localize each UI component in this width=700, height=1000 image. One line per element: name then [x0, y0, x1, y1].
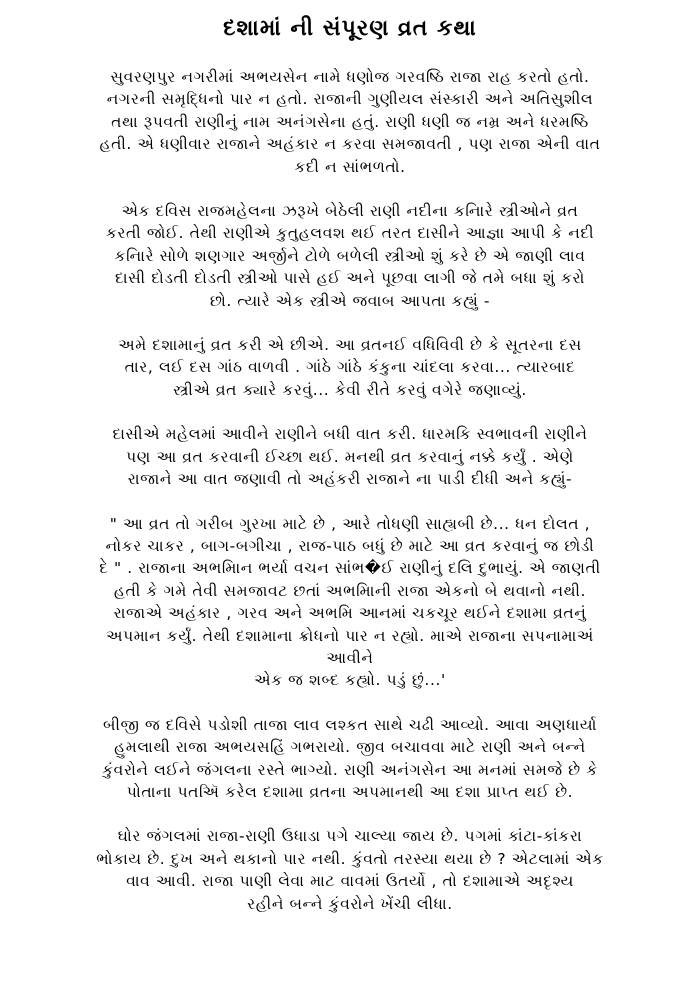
text-line: રહીને બન્ને કુંવરોને ખેંચી લીધા. — [247, 894, 453, 913]
paragraph-7 — [12, 825, 688, 915]
paragraph-1 — [12, 66, 688, 178]
paragraph-3 — [12, 334, 688, 401]
text-line: એક જ શબ્દ કહ્યો. પડું છું...' — [254, 671, 446, 690]
text-line: છો. ત્યારે એક સ્ત્રીએ જવાબ આપતા કહ્યું - — [209, 291, 491, 310]
text-line: સ્ત્રીએ વ્રત ક્યારે કરવું... કેવી રીતે કરવું વગેરે જણાવ્યું. — [173, 380, 527, 399]
text-line: તાર, લઈ દસ ગાંઠ વાળવી . ગાંઠે ગાંઠે કંકુના ચાંદલા કરવા... ત્યારબાદ — [124, 358, 576, 377]
text-line: વાવ આવી. રાજા પાણી લેવા માટ વાવમાં ઉતર્યો , તો દશામાએ અદૃશ્ય — [126, 872, 574, 891]
page-title: દશામાં ની સંપૂરણ વ્રત કથા — [223, 16, 477, 41]
text-line: અમે દશામાનું વ્રત કરી એ છીએ. આ વ્રતનઈ વધિવિવી છે કે સૂતરના દસ — [118, 336, 582, 355]
text-line: એક દવિસ રાજમહેલના ઝરૂખે બેઠેલી રાણી નદીના કનિારે સ્ત્રીઓને વ્રત — [121, 202, 579, 221]
text-line: કનિારે સોળે શણગાર અર્જીને ટોળે બળેલી સ્ત્રીઓ શું કરે છે એ જાણી લાવ — [114, 246, 586, 265]
text-line: દે " . રાજાના અભમિાન ભર્યા વચન સાંભ�ઈ રાણીનું દલિ દુભાયું. એ જાણતી — [99, 559, 601, 578]
text-line: બીજી જ દવિસે પડોશી તાજા લાવ લશ્કત સાથે ચઢી આવ્યો. આવા અણધાર્યા — [103, 715, 597, 734]
text-line: કુંવરોને લઈને જંગલના રસ્તે ભાગ્યો. રાણી અનંગસેન આ મનમાં સમજે છે કે — [102, 760, 598, 779]
text-line: કરતી જોઈ. તેથી રાણીએ કુતુહલવશ થઈ તરત દાસીને આજ્ઞા આપી કે નદી — [105, 224, 595, 243]
text-line: તથા રૂપવતી રાણીનું નામ અનંગસેના હતું. રાણી ધણી જ નમ્ર અને ધરમષ્ઠિ — [111, 112, 589, 131]
paragraph-4 — [12, 423, 688, 490]
text-line: રાજાએ અહંકાર , ગરવ અને અભમિ આનમાં ચકચૂર થઈને દશામા વ્રતનું — [113, 604, 587, 623]
text-line: હતી. એ ધણીવાર રાજાને અહંકાર ન કરવા સમજાવતી , પણ રાજા એની વાત — [99, 135, 601, 154]
paragraph-5 — [12, 513, 688, 692]
paragraph-2 — [12, 200, 688, 312]
text-line: દાસીએ મહેલમાં આવીને રાણીને બધી વાત કરી. ધારમકિ સ્વભાવની રાણીને — [112, 425, 588, 444]
text-line: ભોકાય છે. દુખ અને થકાનો પાર નથી. કુંવતો તરસ્યા થયા છે ? એટલામાં એક — [96, 849, 604, 868]
text-line: નગરની સમૃદ્ધિનો પાર ન હતો. રાજાની ગુણીયલ સંસ્કારી અને અતિસુશીલ — [106, 90, 594, 109]
text-line: આવીને — [326, 648, 374, 667]
text-line: કદી ન સાંભળતો. — [294, 157, 406, 176]
text-line: હતી કે ગમે તેવી સમજાવટ છતાં અભમિાની રાજા એકનો બે થવાનો નથી. — [113, 581, 587, 600]
text-line: રાજાને આ વાત જણાવી તો અહંકરી રાજાને ના પાડી દીધી અને કહ્યું- — [127, 470, 573, 489]
text-line: પોતાના પતઍિ કરેલ દશામા વ્રતના અપમાનથી આ દશા પ્રાપ્ત થઈ છે. — [126, 782, 574, 801]
text-line: દાસી દોડતી દોડતી સ્ત્રીઓ પાસે હઈ અને પૂછવા લાગી જે તમે બધા શું કરો — [115, 269, 585, 288]
paragraph-6 — [12, 714, 688, 804]
text-line: અપમાન કર્યું. તેથી દશામાના ક્રોધનો પાર ન રહ્યો. માએ રાજાના સપનામાઅં — [106, 626, 594, 645]
text-line: નોકર ચાકર , બાગ-બગીચા , રાજ-પાઠ બધું છે માટે આ વ્રત કરવાનું જ છોડી — [105, 536, 595, 555]
text-line: ઘોર જંગલમાં રાજા-રાણી ઉધાડા પગે ચાલ્યા જાય છે. પગમાં કાંટા-કાંકરા — [117, 827, 583, 846]
text-line: પણ આ વ્રત કરવાની ઈચ્છા થઈ. મનથી વ્રત કરવાનું નક્કે કર્યું . એણે — [126, 447, 574, 466]
text-line: " આ વ્રત તો ગરીબ ગુરખા માટે છે , આરે તોધણી સાહ્યબી છે... ધન દોલત , — [109, 514, 591, 533]
text-line: હુમલાથી રાજા અભયસહિં ગભરાયો. જીવ બચાવવા માટે રાણી અને બન્ને — [114, 738, 586, 757]
text-line: સુવરણપુર નગરીમાં અભયસેન નામે ધણોજ ગરવષ્ઠિ રાજા રાહ કરતો હતો. — [110, 68, 590, 86]
